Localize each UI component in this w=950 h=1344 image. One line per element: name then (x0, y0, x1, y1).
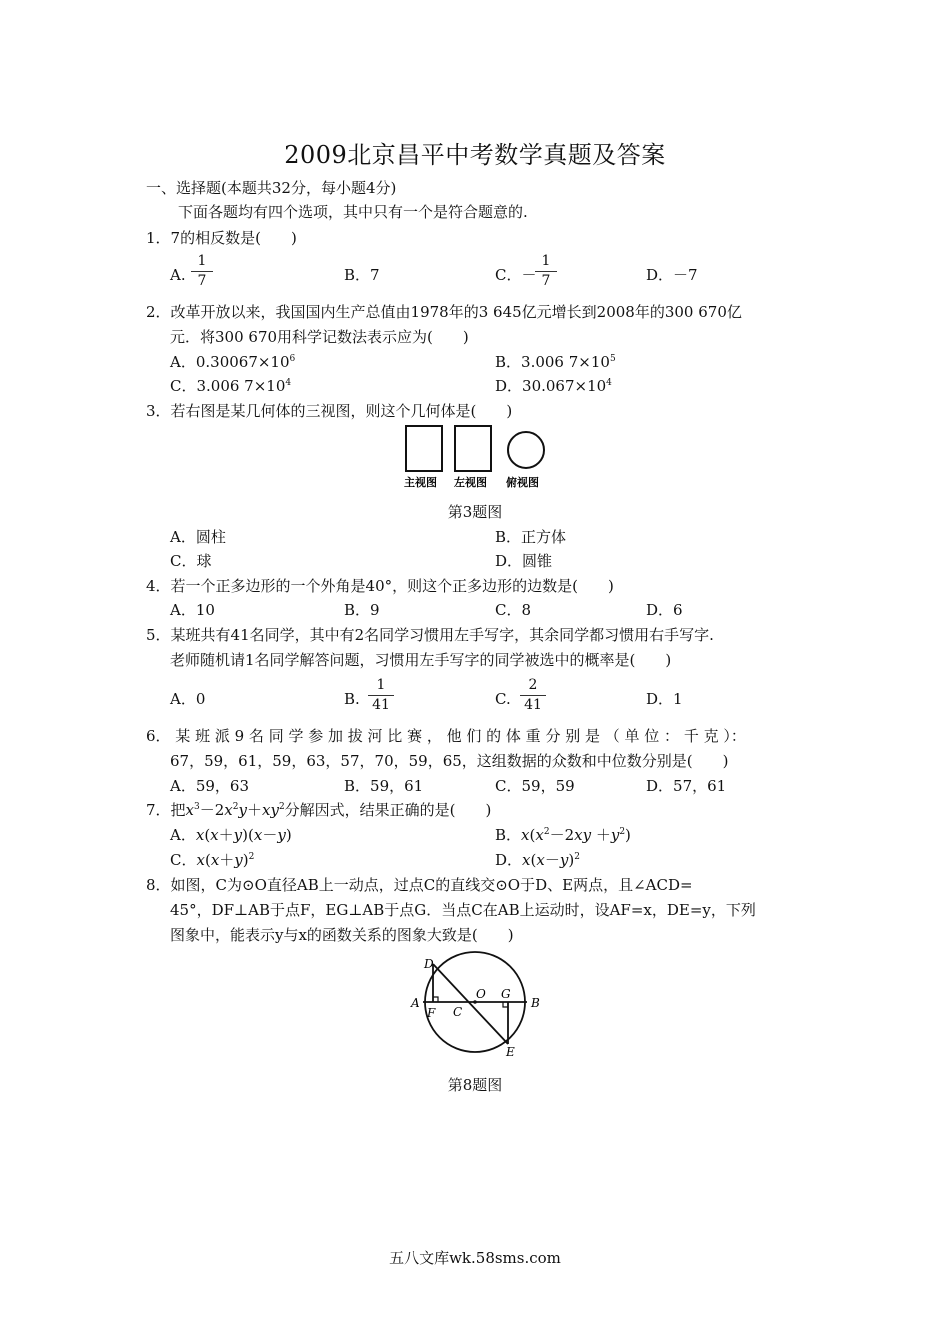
view-label-top: 俯视图 (506, 476, 539, 489)
chord-de (433, 964, 508, 1044)
q5-option-c-label: C. (495, 690, 511, 708)
q2-stem-line2: 元．将300 670用科学记数法表示应为( ) (170, 328, 469, 346)
q4-option-b: B．9 (344, 601, 380, 619)
point-label-a: A (411, 996, 420, 1010)
q7-stem: 7．把$x^3-2x^2y+xy^2$分解因式，结果正确的是( ) (146, 801, 492, 819)
q3-option-b: B．正方体 (495, 528, 567, 546)
fraction-numerator: 1 (541, 253, 551, 269)
fraction-denominator: 41 (524, 697, 542, 713)
q4-stem: 4．若一个正多边形的一个外角是40°，则这个正多边形的边数是( ) (146, 577, 614, 595)
q2-stem-line1: 2．改革开放以来，我国国内生产总值由1978年的3 645亿元增长到2008年的300 670亿 (146, 303, 742, 321)
q6-option-d: D．57，61 (646, 777, 727, 795)
q6-option-c: C．59，59 (495, 777, 575, 795)
q3-stem: 3．若右图是某几何体的三视图，则这个几何体是( ) (146, 402, 513, 420)
three-views-figure (396, 420, 556, 492)
view-label-front: 主视图 (404, 476, 437, 489)
fraction-denominator: 7 (197, 273, 207, 289)
point-label-f: F (427, 1006, 436, 1020)
point-label-d: D (424, 957, 434, 971)
q3-caption: 第3题图 (447, 503, 503, 521)
q6-stem-line2: 67，59，61，59，63，57，70，59，65，这组数据的众数和中位数分别是( ) (170, 752, 729, 770)
q7-option-a: A．x(x＋y)(x－y) (170, 826, 292, 844)
q8-stem-line3: 图象中，能表示y与x的函数关系的图象大致是( ) (170, 926, 514, 944)
q1-option-a-fraction (191, 253, 213, 290)
q6-stem-line1: 6． 某 班 派 9 名 同 学 参 加 拔 河 比 赛 ， 他 们 的 体 重 分 别 是 （ 单 位 ： 千 克 ）： (146, 727, 746, 745)
q5-stem-line2: 老师随机请1名同学解答问题，习惯用左手写字的同学被选中的概率是( ) (170, 651, 672, 669)
page-title: 2009北京昌平中考数学真题及答案 (284, 141, 666, 169)
fraction-numerator: 1 (197, 253, 207, 269)
front-view-rect (406, 426, 442, 471)
q4-option-d: D．6 (646, 601, 683, 619)
q1-option-a-label: A. (170, 266, 186, 284)
point-label-c: C (453, 1005, 463, 1019)
q2-option-a: A．$0.30067\times 10^6$ (170, 353, 296, 371)
q3-option-d: D．圆锥 (495, 552, 553, 570)
q3-option-c: C．球 (170, 552, 212, 570)
q8-stem-line2: 45°，DF⊥AB于点F，EG⊥AB于点G．当点C在AB上运动时，设AF=x，DE=y，下列 (170, 901, 756, 919)
q5-option-b-label: B. (344, 690, 360, 708)
point-label-e: E (506, 1045, 515, 1059)
q4-option-c: C．8 (495, 601, 532, 619)
q2-option-b: B．3.006 $7\times 10^5$ (495, 353, 616, 371)
point-label-o: O (476, 987, 486, 1001)
q5-option-a: A．0 (170, 690, 206, 708)
q5-option-d: D．1 (646, 690, 683, 708)
q5-stem-line1: 5．某班共有41名同学，其中有2名同学习惯用左手写字，其余同学都习惯用右手写字. (146, 626, 714, 644)
point-label-g: G (501, 987, 511, 1001)
section-instruction: 下面各题均有四个选项，其中只有一个是符合题意的. (178, 203, 528, 221)
q2-option-c: C．3.006 $7\times 10^4$ (170, 377, 292, 395)
view-label-side: 左视图 (454, 476, 487, 489)
q3-option-a: A．圆柱 (170, 528, 226, 546)
top-view-circle (508, 432, 544, 468)
q6-option-b: B．59，61 (344, 777, 424, 795)
fraction-numerator: 2 (528, 677, 538, 693)
circle-diagram (400, 950, 550, 1062)
fraction-denominator: 41 (372, 697, 390, 713)
fraction-numerator: 1 (376, 677, 386, 693)
q5-option-b-fraction (368, 677, 394, 714)
q7-option-c: C．$x(x+y)^2$ (170, 851, 255, 869)
q8-caption: 第8题图 (447, 1076, 503, 1094)
q1-option-c-fraction (535, 253, 557, 290)
q8-stem-line1: 8．如图，C为⊙O直径AB上一动点，过点C的直线交⊙O于D、E两点，且∠ACD= (146, 876, 693, 894)
q1-option-d: D．－7 (646, 266, 698, 284)
side-view-rect (455, 426, 491, 471)
q5-option-c-fraction (520, 677, 546, 714)
q6-option-a: A．59，63 (170, 777, 250, 795)
fraction-denominator: 7 (541, 273, 551, 289)
q1-stem: 1．7的相反数是( ) (146, 229, 297, 247)
q7-option-d: D．$x(x-y)^2$ (495, 851, 580, 869)
q2-option-d: D．$30.067\times 10^4$ (495, 377, 612, 395)
footer-watermark: 五八文库wk.58sms.com (389, 1249, 561, 1267)
section-heading: 一、选择题(本题共32分，每小题4分) (146, 179, 397, 197)
q1-option-b: B．7 (344, 266, 380, 284)
point-label-b: B (531, 996, 540, 1010)
q1-option-c-label: C．－ (495, 266, 537, 284)
q4-option-a: A．10 (170, 601, 215, 619)
q7-option-b: B．$x(x^2-2xy +y^2)$ (495, 826, 631, 844)
